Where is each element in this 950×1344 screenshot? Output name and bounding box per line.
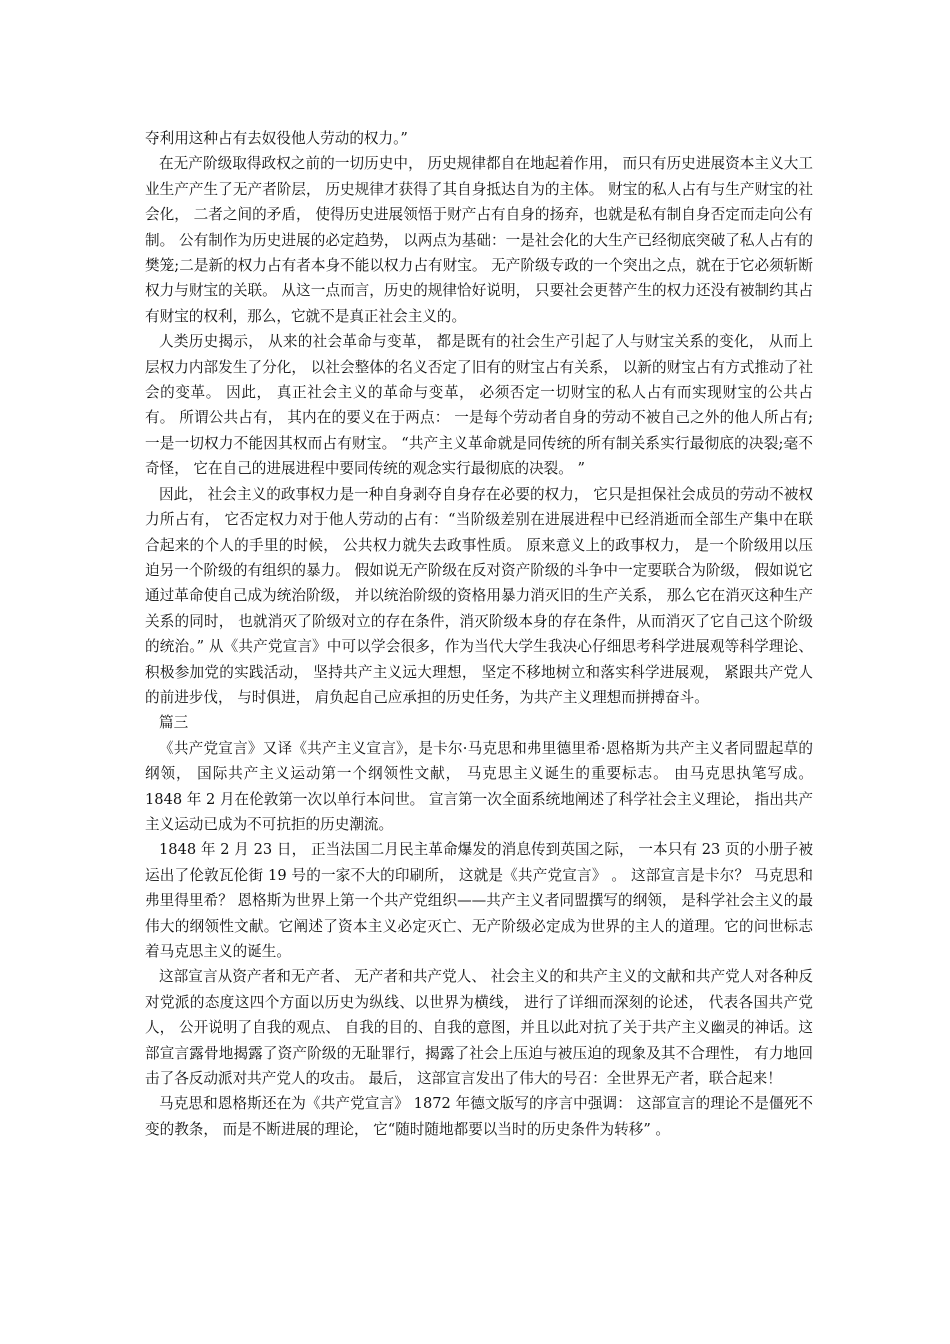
paragraph: 因此， 社会主义的政事权力是一种自身剥夺自身存在必要的权力， 它只是担保社会成员的劳动不被权力所占有， 它否定权力对于他人劳动的占有：“当阶级差别在进展进程中已经消逝而全部生产集中在联合起来的个人的手里的时候， 公共权力就失去政事性质。 原来意义上的政事权力， 是一个阶级用以压迫另一个阶级的有组织的暴力。 假如说无产阶级在反对资产阶级的斗争中一定要联合为阶级， 假如说它通过革命使自己成为统治阶级， 并以统治阶级的资格用暴力消灭旧的生产关系， 那么它在消灭这种生产关系的同时， 也就消灭了阶级对立的存在条件，消灭阶级本身的存在条件，从而消灭了它自己这个阶级的统治。” 从《共产党宣言》中可以学会很多，作为当代大学生我决心仔细思考科学进展观等科学理论、 积极参加党的实践活动， 坚持共产主义远大理想， 坚定不移地树立和落实科学进展观， 紧跟共产党人的前进步伐， 与时俱进， 肩负起自己应承担的历史任务，为共产主义理想而拼搏奋斗。 xyxy=(145,485,813,706)
paragraph: 在无产阶级取得政权之前的一切历史中， 历史规律都自在地起着作用， 而只有历史进展资本主义大工业生产产生了无产者阶层， 历史规律才获得了其自身抵达自为的主体。 财宝的私人占有与生产财宝的社会化， 二者之间的矛盾， 使得历史进展领悟于财产占有自身的扬弃，也就是私有制自身否定而走向公有制。 公有制作为历史进展的必定趋势， 以两点为基础：一是社会化的大生产已经彻底突破了私人占有的樊笼;二是新的权力占有者本身不能以权力占有财宝。 无产阶级专政的一个突出之点，就在于它必须斩断权力与财宝的关联。 从这一点而言，历史的规律恰好说明， 只要社会更替产生的权力还没有被制约其占有财宝的权利，那么，它就不是真正社会主义的。 xyxy=(145,155,813,325)
paragraph: 人类历史揭示， 从来的社会革命与变革， 都是既有的社会生产引起了人与财宝关系的变化， 从而上层权力内部发生了分化， 以社会整体的名义否定了旧有的财宝占有关系， 以新的财宝占有方式推动了社会的变革。 因此， 真正社会主义的革命与变革， 必须否定一切财宝的私人占有而实现财宝的公共占有。 所谓公共占有， 其内在的要义在于两点： 一是每个劳动者自身的劳动不被自己之外的他人所占有;一是一切权力不能因其权而占有财宝。 “共产主义革命就是同传统的所有制关系实行最彻底的决裂;毫不奇怪， 它在自己的进展进程中要同传统的观念实行最彻底的决裂。 ” xyxy=(145,333,813,478)
document-body xyxy=(145,126,813,1142)
paragraph: 这部宣言从资产者和无产者、 无产者和共产党人、 社会主义的和共产主义的文献和共产党人对各种反对党派的态度这四个方面以历史为纵线、以世界为横线， 进行了详细而深刻的论述， 代表各国共产党人， 公开说明了自我的观点、 自我的目的、自我的意图，并且以此对抗了关于共产主义幽灵的神话。这部宣言露骨地揭露了资产阶级的无耻罪行，揭露了社会上压迫与被压迫的现象及其不合理性， 有力地回击了各反动派对共产党人的攻击。 最后， 这部宣言发出了伟大的号召：全世界无产者，联合起来！ xyxy=(145,968,813,1088)
paragraph: 《共产党宣言》又译《共产主义宣言》，是卡尔·马克思和弗里德里希·恩格斯为共产主义者同盟起草的纲领， 国际共产主义运动第一个纲领性文献， 马克思主义诞生的重要标志。 由马克思执笔写成。 1848 年 2 月在伦敦第一次以单行本问世。 宣言第一次全面系统地阐述了科学社会主义理论， 指出共产主义运动已成为不可抗拒的历史潮流。 xyxy=(145,739,813,833)
paragraph: 马克思和恩格斯还在为《共产党宣言》 1872 年德文版写的序言中强调： 这部宣言的理论不是僵死不变的教条， 而是不断进展的理论， 它“随时随地都要以当时的历史条件为转移” 。 xyxy=(145,1095,813,1138)
paragraph-continuation: 夺利用这种占有去奴役他人劳动的权力。” xyxy=(145,130,408,147)
section-heading: 篇三 xyxy=(159,714,189,732)
paragraph: 1848 年 2 月 23 日， 正当法国二月民主革命爆发的消息传到英国之际， 一本只有 23 页的小册子被运出了伦敦瓦伦街 19 号的一家不大的印刷所， 这就是《共产党宣言》 。 这部宣言是卡尔？ 马克思和弗里得里希？ 恩格斯为世界上第一个共产党组织——共产主义者同盟撰写的纲领， 是科学社会主义的最伟大的纲领性文献。它阐述了资本主义必定灭亡、无产阶级必定成为世界的主人的道理。它的问世标志着马克思主义的诞生。 xyxy=(145,841,813,960)
